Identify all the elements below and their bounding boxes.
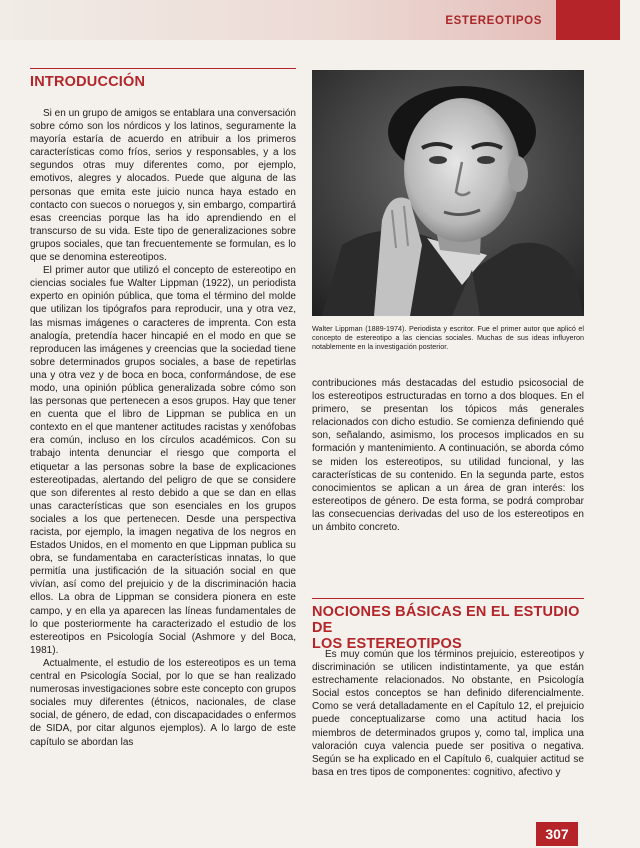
section-title-nociones-line2: LOS ESTEREOTIPOS — [312, 636, 462, 652]
paragraph-nociones-1: Es muy común que los términos prejuicio, estereotipos y discriminación se utilicen indistintamente, ya que están estrechamente relacionados. No obstante, en Psicología Social estos conceptos se han definido diferencialmente. Como se verá detalladamente en el Capítulo 12, el prejuicio puede conceptualizarse como una actitud hacia los miembros de determinados grupos y, como tal, implica una valoración cuya valencia puede ser positiva o negativa. Según se ha explicado en el Capítulo 6, cualquier actitud se basa en tres tipos de componentes: cognitivo, afectivo y — [312, 649, 584, 778]
portrait-illustration — [312, 70, 584, 316]
page-number: 307 — [545, 826, 569, 842]
section-title-introduccion: INTRODUCCIÓN — [30, 74, 146, 90]
portrait-photo — [312, 70, 584, 316]
section-rule-introduccion — [30, 68, 296, 69]
running-header-title: ESTEREOTIPOS — [445, 15, 542, 27]
paragraph-intro-3: Actualmente, el estudio de los estereotipos es un tema central en Psicología Social, por lo que se han realizado numerosas investigaciones sobre este concepto con grupos sociales muy diferentes (étnicos, nacionales, de clase social, de género, de edad, con discapacidades o enfermos de SIDA, por citar algunos ejemplos). A lo largo de este capítulo se abordan las — [30, 657, 296, 748]
paragraph-intro-continuation: contribuciones más destacadas del estudio psicosocial de los estereotipos estructuradas en torno a dos bloques. En el primero, se presentan los tópicos más generales relacionados con dicho estudio. Se comienza definiendo qué son, señalando, asimismo, los procesos implicados en su formación y mantenimiento. A continuación, se aborda cómo se miden los estereotipos, su utilidad funcional, y las características de su contenido. En la segunda parte, estos conocimientos se aplican a un área de gran interés: los estereotipos de género. De esta forma, se podrá comprobar las consecuencias derivadas del uso de los estereotipos en un ámbito concreto. — [312, 378, 584, 534]
left-column-text — [30, 107, 296, 749]
running-header-block — [556, 0, 620, 40]
paragraph-intro-2: El primer autor que utilizó el concepto de estereotipo en ciencias sociales fue Walter Lippman (1922), un periodista experto en opinión pública, que toma el término del molde que utilizan los tipógrafos para reproducir, una y otra vez, las mismas imágenes o caracteres de imprenta. Con esta analogía, pretendía hacer hincapié en el modo en que se reproducen las imágenes y creencias que la sociedad tiene sobre determinados grupos sociales, a base de repetirlas una y otra vez y de boca en boca, conformándose, de ese modo, una opinión pública generalizada sobre cómo son las personas que pertenecen a esos grupos. Hay que tener en cuenta que el libro de Lippman se publica en un contexto en el que mantener actitudes racistas y xenófobas era común, incluso en los círculos académicos. Con su trabajo intenta denunciar el riesgo que comporta el etiquetar a las personas sobre la base de explicaciones estereotipadas, alertando del peligro de que se considere que son diferentes al resto debido a que se dan en ellas unas características que son esenciales en los grupos sociales a los que pertenecen. Desde una perspectiva racista, por ejemplo, la imagen negativa de los negros en Estados Unidos, en el momento en que Lippman publica su obra, se fundamentaba en características innatas, lo que permitía una justificación de la situación social en que vivían, así como del prejuicio y de la discriminación hacia ellos. La obra de Lippman se considera pionera en este campo, y en ella ya aparecen las líneas fundamentales de lo que posteriormente ha caracterizado el estudio de los estereotipos en Psicología Social (Ashmore y del Boca, 1981). — [30, 265, 296, 656]
photo-caption: Walter Lippman (1889-1974). Periodista y escritor. Fue el primer autor que aplicó el concepto de estereotipo a las ciencias sociales. Muchas de sus ideas influyeron notablemente en la investigación posterior. — [312, 324, 584, 352]
paragraph-intro-1: Si en un grupo de amigos se entablara una conversación sobre cómo son los nórdicos y los latinos, seguramente la mayoría estaría de acuerdo en atribuir a los primeros características como fríos, serios y responsables, y a los segundos otras muy diferentes como, por ejemplo, emotivos, alegres y alocados. Puede que alguna de las personas que emita este juicio nunca haya estado en contacto con suecos o noruegos y, sin embargo, compartirá esas creencias porque las ha ido aprendiendo en el transcurso de su vida. Este tipo de generalizaciones sobre grupos sociales, que tan frecuentemente se formulan, es lo que se denomina estereotipos. — [30, 108, 296, 264]
section-title-nociones — [312, 604, 592, 652]
section-rule-nociones — [312, 598, 584, 599]
right-column-text — [312, 377, 584, 534]
right-column-section2-text — [312, 648, 584, 779]
page-number-box — [536, 822, 578, 846]
section-title-nociones-line1: NOCIONES BÁSICAS EN EL ESTUDIO DE — [312, 604, 580, 636]
